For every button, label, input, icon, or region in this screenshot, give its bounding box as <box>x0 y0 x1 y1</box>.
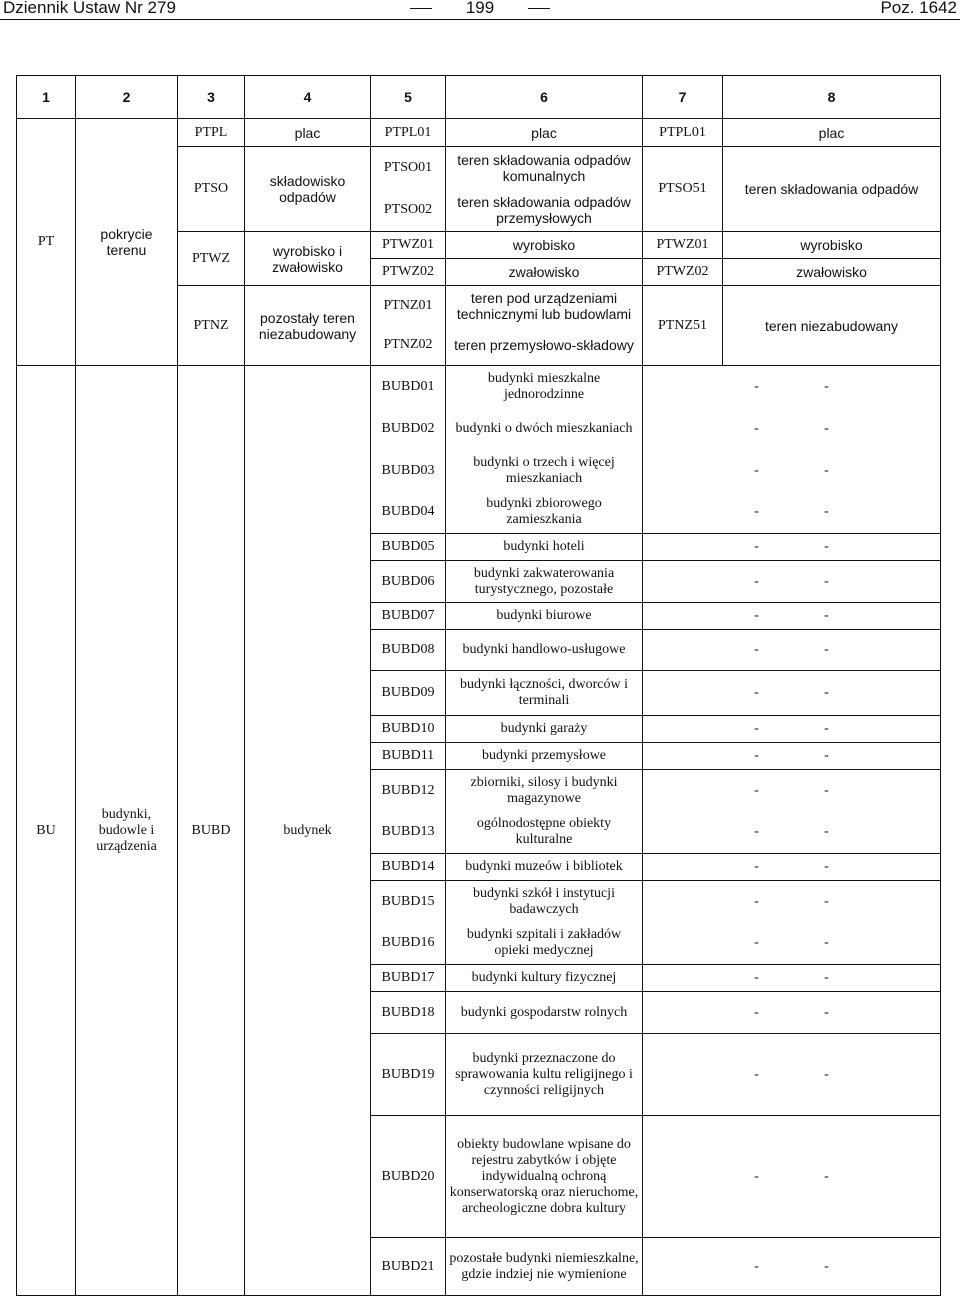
bubd10-code: BUBD10 <box>371 716 446 743</box>
ptpl-class: PTPL <box>178 119 245 147</box>
bubd07-name: budynki biurowe <box>446 603 643 630</box>
ptnz51-code: PTNZ51 <box>643 286 723 366</box>
bubd08-name: budynki handlowo-usługowe <box>446 630 643 671</box>
journal-title: Dziennik Ustaw Nr 279 <box>3 0 176 17</box>
bubd12-code: BUBD12 <box>371 770 446 812</box>
bubd-name: budynek <box>245 366 371 1296</box>
bubd11-name: budynki przemysłowe <box>446 743 643 770</box>
ptso51-name: teren składowania odpadów <box>723 147 941 232</box>
bubd11-code: BUBD11 <box>371 743 446 770</box>
col-header-7: 7 <box>643 76 723 119</box>
bubd03-dash: - - <box>643 450 941 492</box>
pt-code: PT <box>17 119 76 366</box>
bubd04-dash: - - <box>643 492 941 534</box>
bubd17-code: BUBD17 <box>371 965 446 992</box>
bubd02-dash: - - <box>643 408 941 450</box>
bubd06-name: budynki zakwaterowania turystycznego, pozostałe <box>446 561 643 603</box>
ptso02-code: PTSO02 <box>371 190 446 232</box>
col-header-3: 3 <box>178 76 245 119</box>
column-number-row <box>17 76 941 119</box>
table-row <box>17 119 941 147</box>
ptnz02-name: teren przemysłowo-składowy <box>446 326 643 366</box>
bubd18-code: BUBD18 <box>371 992 446 1034</box>
bubd03-code: BUBD03 <box>371 450 446 492</box>
bubd14-code: BUBD14 <box>371 854 446 881</box>
bubd02-code: BUBD02 <box>371 408 446 450</box>
ptnz51-name: teren niezabudowany <box>723 286 941 366</box>
bubd01-name: budynki mieszkalne jednorodzinne <box>446 366 643 408</box>
ptnz-name: pozostały teren niezabudowany <box>245 286 371 366</box>
bubd21-dash: - - <box>643 1238 941 1296</box>
bubd20-name: obiekty budowlane wpisane do rejestru zabytków i objęte indywidualną ochroną konserwatorską oraz nieruchome, archeologiczne dobra kultury <box>446 1116 643 1238</box>
bubd04-name: budynki zbiorowego zamieszkania <box>446 492 643 534</box>
ptwz-class: PTWZ <box>178 232 245 286</box>
table-row <box>17 366 941 408</box>
ptwz02-code-7: PTWZ02 <box>643 259 723 286</box>
page-number: 199 <box>440 0 520 18</box>
bubd13-code: BUBD13 <box>371 812 446 854</box>
bubd05-name: budynki hoteli <box>446 534 643 561</box>
col-header-6: 6 <box>446 76 643 119</box>
ptso-name: składowisko odpadów <box>245 147 371 232</box>
bubd01-dash: - - <box>643 366 941 408</box>
pt-name: pokrycie terenu <box>76 119 178 366</box>
bubd05-dash: - - <box>643 534 941 561</box>
ptwz01-name: wyrobisko <box>446 232 643 259</box>
col-header-4: 4 <box>245 76 371 119</box>
bubd17-name: budynki kultury fizycznej <box>446 965 643 992</box>
ptnz02-code: PTNZ02 <box>371 326 446 366</box>
bubd09-code: BUBD09 <box>371 671 446 716</box>
col-header-1: 1 <box>17 76 76 119</box>
bubd06-dash: - - <box>643 561 941 603</box>
ptwz-name: wyrobisko i zwałowisko <box>245 232 371 286</box>
ptpl-code-5: PTPL01 <box>371 119 446 147</box>
ptso-class: PTSO <box>178 147 245 232</box>
bubd16-dash: - - <box>643 923 941 965</box>
header-rule <box>0 19 960 20</box>
bubd01-code: BUBD01 <box>371 366 446 408</box>
col-header-8: 8 <box>723 76 941 119</box>
ptpl-name-8: plac <box>723 119 941 147</box>
ptnz-class: PTNZ <box>178 286 245 366</box>
ptso51-code: PTSO51 <box>643 147 723 232</box>
bubd19-code: BUBD19 <box>371 1034 446 1116</box>
ptwz02-name-8: zwałowisko <box>723 259 941 286</box>
bubd08-dash: - - <box>643 630 941 671</box>
bubd21-code: BUBD21 <box>371 1238 446 1296</box>
ptnz01-code: PTNZ01 <box>371 286 446 326</box>
bubd13-name: ogólnodostępne obiekty kulturalne <box>446 812 643 854</box>
ptso02-name: teren składowania odpadów przemysłowych <box>446 190 643 232</box>
bu-name: budynki, budowle i urządzenia <box>76 366 178 1296</box>
bubd14-dash: - - <box>643 854 941 881</box>
bubd14-name: budynki muzeów i bibliotek <box>446 854 643 881</box>
bubd16-name: budynki szpitali i zakładów opieki medycznej <box>446 923 643 965</box>
bubd08-code: BUBD08 <box>371 630 446 671</box>
bubd19-name: budynki przeznaczone do sprawowania kultu religijnego i czynności religijnych <box>446 1034 643 1116</box>
bubd07-dash: - - <box>643 603 941 630</box>
bubd15-dash: - - <box>643 881 941 923</box>
bubd07-code: BUBD07 <box>371 603 446 630</box>
bubd12-dash: - - <box>643 770 941 812</box>
bubd09-dash: - - <box>643 671 941 716</box>
bubd10-name: budynki garaży <box>446 716 643 743</box>
ptpl-code-7: PTPL01 <box>643 119 723 147</box>
col-header-2: 2 <box>76 76 178 119</box>
bubd20-code: BUBD20 <box>371 1116 446 1238</box>
bubd06-code: BUBD06 <box>371 561 446 603</box>
bubd10-dash: - - <box>643 716 941 743</box>
ptnz01-name: teren pod urządzeniami technicznymi lub budowlami <box>446 286 643 326</box>
bubd05-code: BUBD05 <box>371 534 446 561</box>
position-number: Poz. 1642 <box>880 0 957 17</box>
bubd02-name: budynki o dwóch mieszkaniach <box>446 408 643 450</box>
bubd19-dash: - - <box>643 1034 941 1116</box>
ptwz01-code: PTWZ01 <box>371 232 446 259</box>
ptwz01-code-7: PTWZ01 <box>643 232 723 259</box>
bubd17-dash: - - <box>643 965 941 992</box>
bubd13-dash: - - <box>643 812 941 854</box>
bubd11-dash: - - <box>643 743 941 770</box>
ptwz02-code: PTWZ02 <box>371 259 446 286</box>
ptpl-name: plac <box>245 119 371 147</box>
ptwz02-name: zwałowisko <box>446 259 643 286</box>
col-header-5: 5 <box>371 76 446 119</box>
ptpl-name-6: plac <box>446 119 643 147</box>
page-header <box>0 0 960 20</box>
bubd09-name: budynki łączności, dworców i terminali <box>446 671 643 716</box>
bubd15-code: BUBD15 <box>371 881 446 923</box>
bubd04-code: BUBD04 <box>371 492 446 534</box>
bu-code: BU <box>17 366 76 1296</box>
bubd12-name: zbiorniki, silosy i budynki magazynowe <box>446 770 643 812</box>
ptso01-code: PTSO01 <box>371 147 446 190</box>
bubd21-name: pozostałe budynki niemieszkalne, gdzie indziej nie wymienione <box>446 1238 643 1296</box>
bubd15-name: budynki szkół i instytucji badawczych <box>446 881 643 923</box>
bubd-class: BUBD <box>178 366 245 1296</box>
ptso01-name: teren składowania odpadów komunalnych <box>446 147 643 190</box>
bubd16-code: BUBD16 <box>371 923 446 965</box>
bubd18-name: budynki gospodarstw rolnych <box>446 992 643 1034</box>
ptwz01-name-8: wyrobisko <box>723 232 941 259</box>
classification-table <box>16 75 941 1296</box>
bubd03-name: budynki o trzech i więcej mieszkaniach <box>446 450 643 492</box>
bubd20-dash: - - <box>643 1116 941 1238</box>
bubd18-dash: - - <box>643 992 941 1034</box>
